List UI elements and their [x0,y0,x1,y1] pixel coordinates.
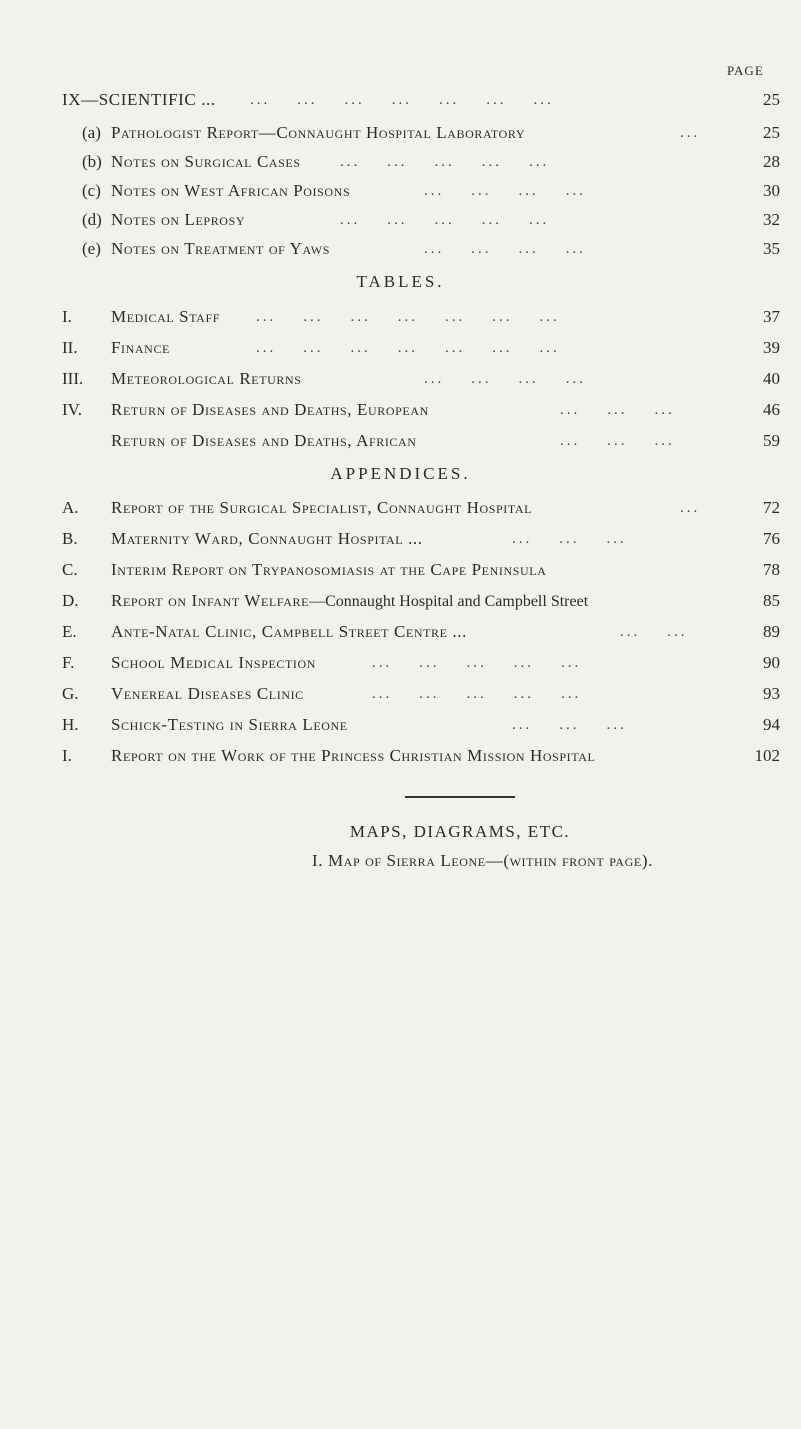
dot-leader: ... [680,500,701,516]
toc-page: 35 [763,239,780,258]
toc-title: Report of the Surgical Specialist, Connaught Hospital [111,498,533,517]
toc-entry [0,398,801,422]
toc-page: 25 [763,90,780,109]
toc-label: C. [62,560,78,579]
toc-label: I. [62,746,72,765]
toc-title: Medical Staff [111,307,220,326]
toc-label: E. [62,622,77,641]
toc-label: G. [62,684,79,703]
toc-entry [0,429,801,453]
toc-page: 32 [763,210,780,229]
tables-heading: TABLES. [356,272,445,291]
toc-entry [0,150,801,174]
dot-leader: ... ... ... ... [424,183,586,199]
toc-page: 59 [763,431,780,450]
toc-title: Notes on Treatment of Yaws [111,239,330,258]
toc-page: 76 [763,529,780,548]
toc-label: F. [62,653,75,672]
toc-entry [0,620,801,644]
toc-label: IV. [62,400,82,419]
toc-entry [0,589,801,613]
toc-title: Schick-Testing in Sierra Leone [111,715,348,734]
dot-leader: ... ... ... ... ... [340,154,550,170]
toc-title: Return of Diseases and Deaths, European [111,400,429,419]
toc-entry [0,305,801,329]
appendices-heading: APPENDICES. [330,464,471,483]
dot-leader: ... ... ... ... ... ... ... [256,309,560,325]
toc-title: Meteorological Returns [111,369,302,388]
toc-label: D. [62,591,79,610]
toc-entry [0,682,801,706]
toc-title: Pathologist Report—Connaught Hospital Laboratory [111,123,526,142]
toc-page: 89 [763,622,780,641]
toc-entry [0,121,801,145]
dot-leader: ... ... ... ... [424,241,586,257]
maps-entry: I. Map of Sierra Leone—(within front page). [312,851,653,870]
dot-leader: ... ... ... ... [424,371,586,387]
dot-leader: ... ... ... [560,402,675,418]
maps-heading: MAPS, DIAGRAMS, ETC. [349,822,571,841]
toc-page: 30 [763,181,780,200]
toc-title: Notes on West African Poisons [111,181,351,200]
toc-page: 37 [763,307,780,326]
page-column-label: PAGE [727,63,764,78]
toc-entry [0,558,801,582]
toc-label: I. [62,307,72,326]
toc-title: IX—SCIENTIFIC ... [62,90,216,109]
toc-entry [0,237,801,261]
toc-title: Return of Diseases and Deaths, African [111,431,417,450]
toc-title: Notes on Surgical Cases [111,152,301,171]
toc-title: Maternity Ward, Connaught Hospital ... [111,529,423,548]
toc-entry [0,336,801,360]
toc-label: II. [62,338,78,357]
toc-title-detail: —Connaught Hospital and Campbell Street [309,593,589,610]
toc-label: III. [62,369,84,388]
dot-leader: ... ... ... ... ... ... ... [250,92,554,108]
toc-page: 46 [763,400,780,419]
toc-label: (e) [82,239,101,258]
toc-page: 72 [763,498,780,517]
toc-title: Report on the Work of the Princess Christian Mission Hospital [111,746,596,765]
toc-label: B. [62,529,78,548]
toc-page: 94 [763,715,780,734]
toc-page: 39 [763,338,780,357]
toc-label: A. [62,498,79,517]
toc-title-group [111,589,588,614]
toc-label: (d) [82,210,102,229]
toc-entry [0,179,801,203]
toc-title: Interim Report on Trypanosomiasis at the Cape Peninsula [111,560,547,579]
toc-title: School Medical Inspection [111,653,317,672]
dot-leader: ... ... ... [512,531,627,547]
toc-page: 102 [754,746,780,765]
toc-page: 40 [763,369,780,388]
dot-leader: ... ... ... ... ... [372,686,582,702]
section-divider [405,796,515,798]
dot-leader: ... ... ... [512,717,627,733]
toc-title: Ante-Natal Clinic, Campbell Street Centre ... [111,622,467,641]
toc-title: Notes on Leprosy [111,210,246,229]
toc-title: Venereal Diseases Clinic [111,684,304,703]
toc-entry [0,367,801,391]
toc-label: H. [62,715,79,734]
toc-page: 90 [763,653,780,672]
toc-entry [0,651,801,675]
toc-entry [0,208,801,232]
dot-leader: ... ... ... [560,433,675,449]
toc-label: (c) [82,181,101,200]
toc-page: 78 [763,560,780,579]
dot-leader: ... ... [620,624,688,640]
toc-label: (b) [82,152,102,171]
toc-page: 93 [763,684,780,703]
dot-leader: ... ... ... ... ... [372,655,582,671]
toc-title: Report on Infant Welfare [111,591,310,610]
dot-leader: ... ... ... ... ... ... ... [256,340,560,356]
toc-entry [0,744,801,768]
toc-page: 28 [763,152,780,171]
dot-leader: ... ... ... ... ... [340,212,550,228]
toc-entry [0,713,801,737]
toc-title: Finance [111,338,170,357]
toc-page: 25 [763,123,780,142]
toc-entry [0,527,801,551]
toc-entry [0,496,801,520]
toc-page: 85 [763,591,780,610]
dot-leader: ... [680,125,701,141]
toc-label: (a) [82,123,101,142]
toc-section-ix [0,88,801,112]
